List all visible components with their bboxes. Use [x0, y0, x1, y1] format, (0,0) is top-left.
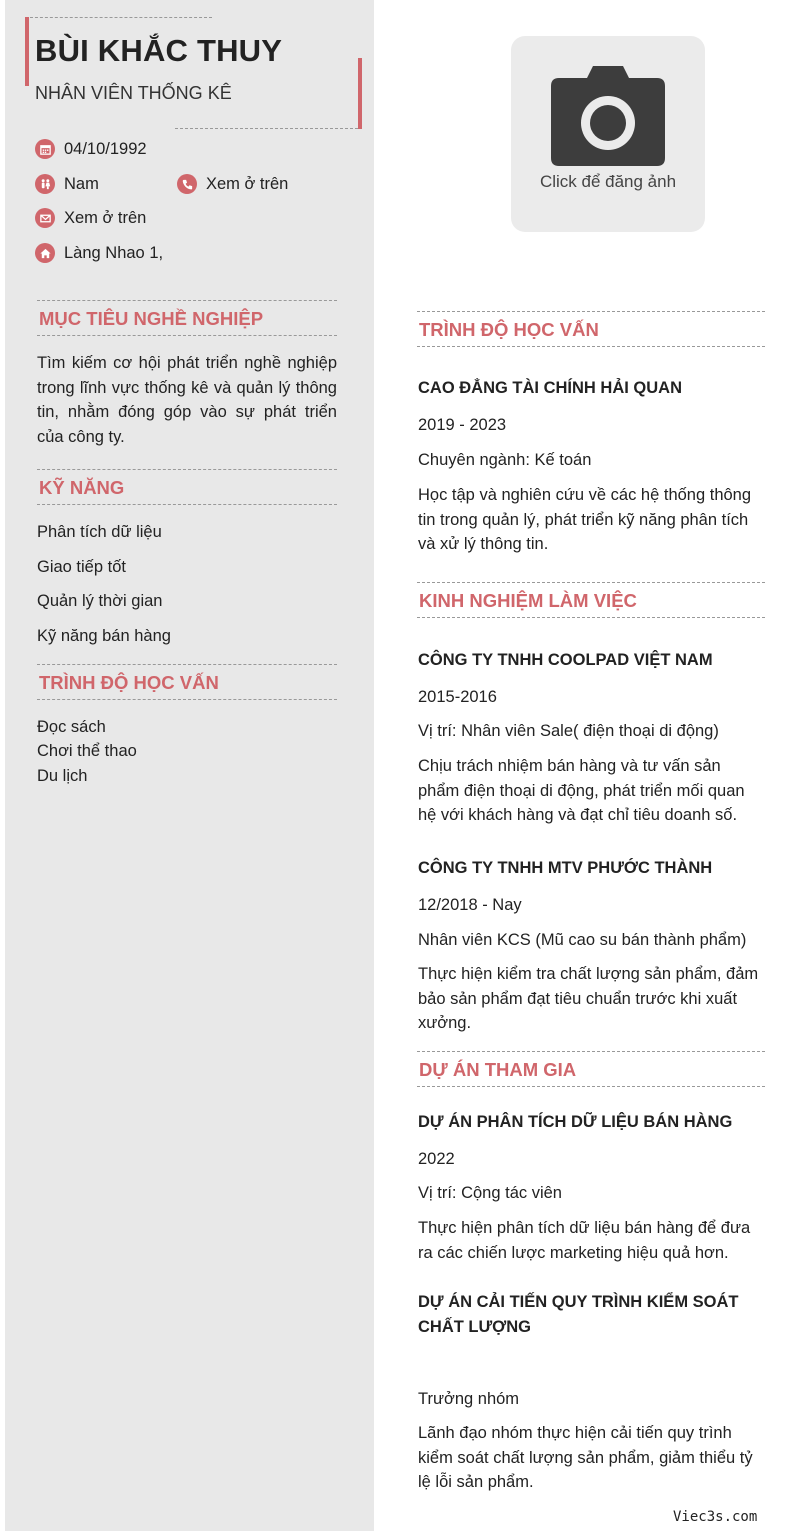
divider [25, 17, 212, 18]
job-desc[interactable]: Chịu trách nhiệm bán hàng và tư vấn sản phẩm điện thoại di động, phát triển mối quan hệ với khách hàng và đạt chỉ tiêu doanh số. [418, 757, 745, 824]
objective-text[interactable]: Tìm kiếm cơ hội phát triển nghề nghiệp trong lĩnh vực thống kê và quản lý thông tin, nhằm đóng góp vào sự phát triển của công ty. [37, 354, 337, 446]
interest-item[interactable]: Du lịch [37, 767, 88, 785]
camera-icon [549, 64, 667, 166]
education-desc[interactable]: Học tập và nghiên cứu về các hệ thống thông tin trong quản lý, phát triển kỹ năng phân tích và xử lý thông tin. [418, 486, 752, 553]
interest-item[interactable]: Đọc sách [37, 718, 106, 736]
gender-row [35, 174, 99, 194]
school-name[interactable]: CAO ĐẲNG TÀI CHÍNH HẢI QUAN [418, 379, 682, 397]
divider [175, 128, 358, 129]
skills-heading [37, 469, 337, 505]
projects-heading [417, 1051, 765, 1087]
job-period[interactable]: 2015-2016 [418, 688, 497, 706]
interests-heading [37, 664, 337, 700]
section-title: TRÌNH ĐỘ HỌC VẤN [419, 319, 599, 340]
phone-icon [177, 174, 197, 194]
skill-item[interactable]: Giao tiếp tốt [37, 558, 126, 576]
job-position[interactable]: Vị trí: Nhân viên Sale( điện thoại di động) [418, 722, 719, 740]
job-title[interactable]: NHÂN VIÊN THỐNG KÊ [35, 83, 232, 103]
skill-item[interactable]: Kỹ năng bán hàng [37, 627, 171, 645]
photo-caption: Click để đăng ảnh [539, 172, 677, 191]
skill-item[interactable]: Phân tích dữ liệu [37, 523, 162, 541]
job-desc[interactable]: Thực hiện kiểm tra chất lượng sản phẩm, đảm bảo sản phẩm đạt tiêu chuẩn trước khi xuất xưởng. [418, 965, 759, 1032]
experience-heading [417, 582, 765, 618]
project-name[interactable]: DỰ ÁN PHÂN TÍCH DỮ LIỆU BÁN HÀNG [418, 1113, 733, 1131]
job-period[interactable]: 12/2018 - Nay [418, 896, 522, 914]
email-value[interactable]: Xem ở trên [64, 208, 147, 227]
company-name[interactable]: CÔNG TY TNHH COOLPAD VIỆT NAM [418, 651, 713, 669]
education-major[interactable]: Chuyên ngành: Kế toán [418, 451, 592, 469]
name-block [25, 17, 362, 129]
gender-icon [35, 174, 55, 194]
project-desc[interactable]: Thực hiện phân tích dữ liệu bán hàng để đưa ra các chiến lược marketing hiệu quả hơn. [418, 1219, 751, 1262]
project-desc[interactable]: Lãnh đạo nhóm thực hiện cải tiến quy trình kiểm soát chất lượng sản phẩm, giảm thiểu tỷ lệ lỗi sản phẩm. [418, 1424, 753, 1491]
section-title: MỤC TIÊU NGHỀ NGHIỆP [39, 308, 264, 329]
address-row [35, 243, 163, 263]
education-heading [417, 311, 765, 347]
project-name[interactable]: DỰ ÁN CẢI TIẾN QUY TRÌNH KIỂM SOÁT CHẤT LƯỢNG [418, 1293, 739, 1336]
project-role[interactable]: Trưởng nhóm [418, 1390, 520, 1408]
gender-value[interactable]: Nam [64, 174, 99, 193]
phone-row [177, 174, 288, 194]
phone-value[interactable]: Xem ở trên [206, 174, 289, 193]
candidate-name[interactable]: BÙI KHẮC THUY [35, 33, 283, 68]
section-title: KỸ NĂNG [39, 477, 125, 498]
calendar-icon [35, 139, 55, 159]
envelope-icon [35, 208, 55, 228]
company-name[interactable]: CÔNG TY TNHH MTV PHƯỚC THÀNH [418, 859, 713, 877]
sidebar [5, 0, 374, 1531]
education-period[interactable]: 2019 - 2023 [418, 416, 507, 434]
dob-value[interactable]: 04/10/1992 [64, 139, 147, 158]
interest-item[interactable]: Chơi thể thao [37, 742, 137, 760]
email-row [35, 208, 146, 228]
project-year[interactable]: 2022 [418, 1150, 455, 1168]
job-position[interactable]: Nhân viên KCS (Mũ cao su bán thành phẩm) [418, 931, 747, 949]
dob-row [35, 139, 147, 159]
section-title: DỰ ÁN THAM GIA [419, 1059, 577, 1080]
address-value[interactable]: Làng Nhao 1, [64, 243, 164, 262]
home-icon [35, 243, 55, 263]
section-title: TRÌNH ĐỘ HỌC VẤN [39, 672, 219, 693]
objective-heading [37, 300, 337, 336]
accent-bar [358, 58, 362, 129]
footer-brand: Viec3s.com [673, 1509, 758, 1525]
accent-bar [25, 17, 29, 86]
skill-item[interactable]: Quản lý thời gian [37, 592, 163, 610]
project-role[interactable]: Vị trí: Cộng tác viên [418, 1184, 562, 1202]
section-title: KINH NGHIỆM LÀM VIỆC [419, 590, 637, 611]
photo-upload[interactable] [511, 36, 705, 232]
